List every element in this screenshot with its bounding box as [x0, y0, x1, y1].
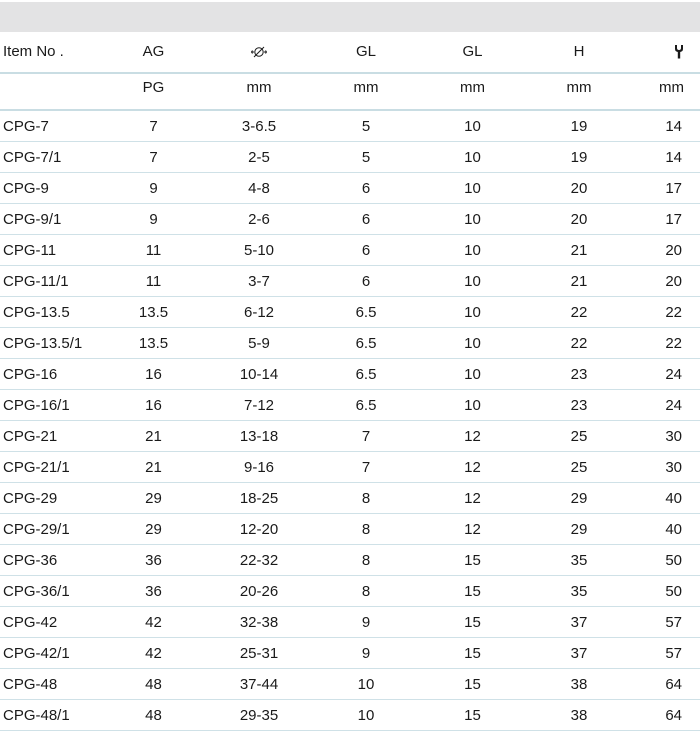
- gl1-cell: 6.5: [321, 297, 411, 328]
- table-row: [0, 173, 700, 204]
- pg-cell: 16: [110, 390, 197, 421]
- gl2-cell: 10: [411, 390, 534, 421]
- clamping-range-cell: 25-31: [197, 638, 321, 669]
- table-row: [0, 607, 700, 638]
- clamp-unit-label: mm: [197, 73, 321, 110]
- h-cell: 22: [534, 328, 624, 359]
- item-no-cell: CPG-36/1: [0, 576, 110, 607]
- item-no-cell: CPG-13.5/1: [0, 328, 110, 359]
- clamping-range-cell: 5-9: [197, 328, 321, 359]
- pg-cell: 29: [110, 483, 197, 514]
- pg-cell: 36: [110, 545, 197, 576]
- h-cell: 23: [534, 359, 624, 390]
- wrench-size-cell: 24: [624, 359, 700, 390]
- gl1-cell: 6: [321, 173, 411, 204]
- gl2-cell: 10: [411, 235, 534, 266]
- wrench-size-cell: 64: [624, 700, 700, 731]
- gl2-cell: 12: [411, 514, 534, 545]
- h-cell: 38: [534, 700, 624, 731]
- wrench-size-cell: 14: [624, 142, 700, 173]
- clamping-range-cell: 29-35: [197, 700, 321, 731]
- wrench-size-cell: 40: [624, 514, 700, 545]
- clamping-range-cell: 5-10: [197, 235, 321, 266]
- table-row: [0, 266, 700, 297]
- gl2-cell: 12: [411, 452, 534, 483]
- gl1-cell: 5: [321, 142, 411, 173]
- table-row: [0, 235, 700, 266]
- clamping-range-cell: 32-38: [197, 607, 321, 638]
- gl1-unit-label: mm: [321, 73, 411, 110]
- h-unit-label: mm: [534, 73, 624, 110]
- h-cell: 35: [534, 545, 624, 576]
- gl2-cell: 10: [411, 173, 534, 204]
- clamping-range-cell: 7-12: [197, 390, 321, 421]
- gl2-cell: 15: [411, 545, 534, 576]
- pg-cell: 48: [110, 700, 197, 731]
- pg-cell: 42: [110, 607, 197, 638]
- gl2-unit-label: mm: [411, 73, 534, 110]
- clamping-range-cell: 6-12: [197, 297, 321, 328]
- item-no-cell: CPG-9/1: [0, 204, 110, 235]
- item-no-cell: CPG-16: [0, 359, 110, 390]
- pg-cell: 9: [110, 204, 197, 235]
- clamping-range-cell: 10-14: [197, 359, 321, 390]
- wrench-size-cell: 17: [624, 204, 700, 235]
- clamping-range-cell: 4-8: [197, 173, 321, 204]
- gl2-cell: 15: [411, 576, 534, 607]
- clamping-range-cell: 13-18: [197, 421, 321, 452]
- clamping-range-cell: 3-6.5: [197, 110, 321, 142]
- table-row: [0, 576, 700, 607]
- pg-cell: 21: [110, 421, 197, 452]
- table-row: [0, 204, 700, 235]
- item-no-cell: CPG-11/1: [0, 266, 110, 297]
- gl1-cell: 6: [321, 235, 411, 266]
- spec-table: [0, 32, 700, 731]
- item-no-cell: CPG-13.5: [0, 297, 110, 328]
- item-no-cell: CPG-29: [0, 483, 110, 514]
- h-cell: 38: [534, 669, 624, 700]
- gl1-cell: 8: [321, 483, 411, 514]
- table-row: [0, 328, 700, 359]
- h-header: H: [534, 32, 624, 73]
- gl2-cell: 12: [411, 421, 534, 452]
- item-no-cell: CPG-7: [0, 110, 110, 142]
- gl1-cell: 10: [321, 700, 411, 731]
- pg-cell: 29: [110, 514, 197, 545]
- gl2-cell: 10: [411, 359, 534, 390]
- table-row: [0, 700, 700, 731]
- table-row: [0, 669, 700, 700]
- gl2-cell: 10: [411, 328, 534, 359]
- gl-header-1: GL: [321, 32, 411, 73]
- table-row: [0, 359, 700, 390]
- gl2-cell: 10: [411, 142, 534, 173]
- table-row: [0, 110, 700, 142]
- gl-header-2: GL: [411, 32, 534, 73]
- pg-cell: 7: [110, 110, 197, 142]
- gl2-cell: 15: [411, 638, 534, 669]
- table-row: [0, 142, 700, 173]
- gl1-cell: 9: [321, 607, 411, 638]
- h-cell: 25: [534, 452, 624, 483]
- item-no-cell: CPG-42/1: [0, 638, 110, 669]
- pg-header: PG: [110, 73, 197, 110]
- table-row: [0, 514, 700, 545]
- gl1-cell: 8: [321, 514, 411, 545]
- clamping-range-cell: 2-6: [197, 204, 321, 235]
- h-cell: 37: [534, 607, 624, 638]
- h-cell: 20: [534, 204, 624, 235]
- ag-header: AG: [110, 32, 197, 73]
- wrench-size-cell: 50: [624, 545, 700, 576]
- h-cell: 29: [534, 483, 624, 514]
- gl2-cell: 15: [411, 669, 534, 700]
- clamping-range-cell: 12-20: [197, 514, 321, 545]
- h-cell: 22: [534, 297, 624, 328]
- item-no-cell: CPG-36: [0, 545, 110, 576]
- wrench-size-cell: 22: [624, 328, 700, 359]
- pg-cell: 16: [110, 359, 197, 390]
- header-band: [0, 2, 700, 32]
- clamping-range-cell: 2-5: [197, 142, 321, 173]
- item-no-cell: CPG-48/1: [0, 700, 110, 731]
- h-cell: 20: [534, 173, 624, 204]
- gl2-cell: 12: [411, 483, 534, 514]
- wrench-size-cell: 20: [624, 266, 700, 297]
- gl1-cell: 7: [321, 452, 411, 483]
- clamping-range-cell: 9-16: [197, 452, 321, 483]
- pg-cell: 13.5: [110, 328, 197, 359]
- wrench-size-cell: 30: [624, 421, 700, 452]
- gl2-cell: 15: [411, 607, 534, 638]
- table-row: [0, 421, 700, 452]
- item-no-cell: CPG-21/1: [0, 452, 110, 483]
- gl1-cell: 6.5: [321, 390, 411, 421]
- item-no-cell: CPG-7/1: [0, 142, 110, 173]
- wrench-unit-label: mm: [624, 73, 700, 110]
- h-cell: 21: [534, 235, 624, 266]
- table-row: [0, 638, 700, 669]
- pg-cell: 21: [110, 452, 197, 483]
- wrench-size-cell: 22: [624, 297, 700, 328]
- pg-cell: 7: [110, 142, 197, 173]
- gl1-cell: 6.5: [321, 359, 411, 390]
- gl2-cell: 10: [411, 204, 534, 235]
- wrench-size-cell: 24: [624, 390, 700, 421]
- gl1-cell: 6: [321, 266, 411, 297]
- wrench-size-cell: 14: [624, 110, 700, 142]
- wrench-size-cell: 57: [624, 607, 700, 638]
- item-no-cell: CPG-16/1: [0, 390, 110, 421]
- table-row: [0, 545, 700, 576]
- gl1-cell: 9: [321, 638, 411, 669]
- gl2-cell: 15: [411, 700, 534, 731]
- clamping-range-cell: 37-44: [197, 669, 321, 700]
- pg-cell: 13.5: [110, 297, 197, 328]
- clamping-range-cell: 22-32: [197, 545, 321, 576]
- clamping-range-cell: 18-25: [197, 483, 321, 514]
- gl2-cell: 10: [411, 297, 534, 328]
- table-header: [0, 32, 700, 110]
- pg-cell: 11: [110, 235, 197, 266]
- wrench-icon: [624, 32, 700, 73]
- h-cell: 19: [534, 110, 624, 142]
- item-no-cell: CPG-9: [0, 173, 110, 204]
- table-body: [0, 110, 700, 731]
- clamping-range-diameter-icon: [197, 32, 321, 73]
- clamping-range-cell: 3-7: [197, 266, 321, 297]
- item-no-cell: CPG-21: [0, 421, 110, 452]
- item-no-cell: CPG-48: [0, 669, 110, 700]
- h-cell: 25: [534, 421, 624, 452]
- h-cell: 35: [534, 576, 624, 607]
- table-row: [0, 483, 700, 514]
- table-row: [0, 390, 700, 421]
- gl1-cell: 10: [321, 669, 411, 700]
- pg-cell: 42: [110, 638, 197, 669]
- h-cell: 19: [534, 142, 624, 173]
- wrench-size-cell: 20: [624, 235, 700, 266]
- h-cell: 23: [534, 390, 624, 421]
- gl2-cell: 10: [411, 110, 534, 142]
- wrench-size-cell: 57: [624, 638, 700, 669]
- h-cell: 21: [534, 266, 624, 297]
- gl2-cell: 10: [411, 266, 534, 297]
- wrench-size-cell: 40: [624, 483, 700, 514]
- h-cell: 37: [534, 638, 624, 669]
- table-row: [0, 452, 700, 483]
- item-no-cell: CPG-29/1: [0, 514, 110, 545]
- wrench-size-cell: 50: [624, 576, 700, 607]
- wrench-size-cell: 17: [624, 173, 700, 204]
- gl1-cell: 7: [321, 421, 411, 452]
- gl1-cell: 6.5: [321, 328, 411, 359]
- wrench-size-cell: 30: [624, 452, 700, 483]
- clamping-range-cell: 20-26: [197, 576, 321, 607]
- pg-cell: 36: [110, 576, 197, 607]
- table-row: [0, 297, 700, 328]
- item-no-cell: CPG-42: [0, 607, 110, 638]
- wrench-size-cell: 64: [624, 669, 700, 700]
- pg-cell: 48: [110, 669, 197, 700]
- item-no-header: Item No .: [0, 32, 110, 73]
- gl1-cell: 6: [321, 204, 411, 235]
- gl1-cell: 8: [321, 545, 411, 576]
- pg-cell: 11: [110, 266, 197, 297]
- pg-cell: 9: [110, 173, 197, 204]
- item-no-header-blank: [0, 73, 110, 110]
- gl1-cell: 8: [321, 576, 411, 607]
- item-no-cell: CPG-11: [0, 235, 110, 266]
- h-cell: 29: [534, 514, 624, 545]
- gl1-cell: 5: [321, 110, 411, 142]
